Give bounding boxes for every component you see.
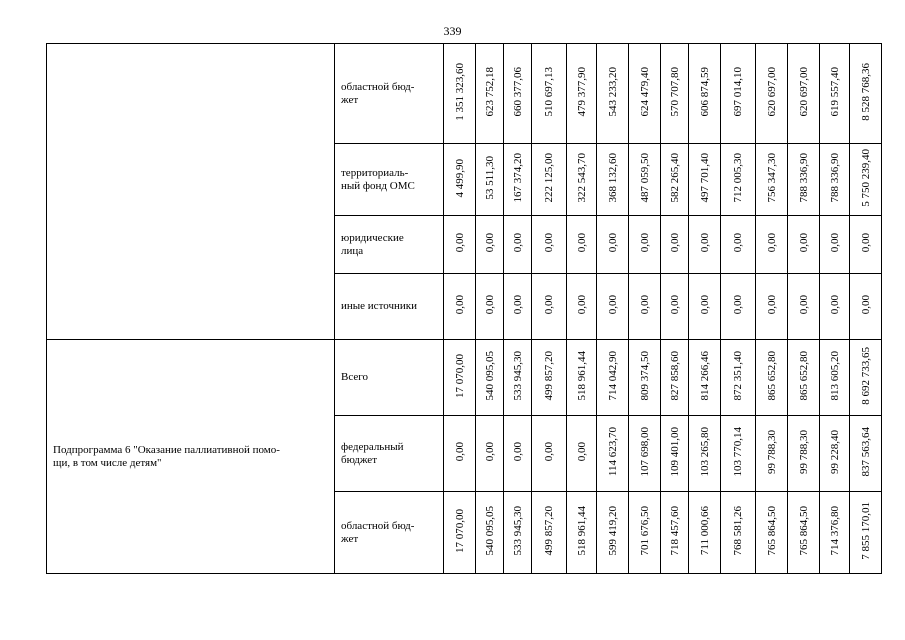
value-text: 8 692 733,65 <box>859 347 872 405</box>
value-cell <box>850 274 882 340</box>
value-text: 0,00 <box>859 295 872 315</box>
value-cell <box>444 216 476 274</box>
value-text: 0,00 <box>828 233 841 253</box>
value-text: 0,00 <box>797 233 810 253</box>
value-text: 765 864,50 <box>765 506 778 556</box>
value-text: 0,00 <box>575 233 588 253</box>
value-text: 599 419,20 <box>606 506 619 556</box>
value-cell <box>567 144 597 216</box>
value-text: 0,00 <box>511 295 524 315</box>
value-cell <box>532 44 567 144</box>
value-cell <box>850 216 882 274</box>
value-text: 499 857,20 <box>543 506 555 556</box>
value-cell <box>661 274 689 340</box>
value-text: 109 401,00 <box>668 427 681 477</box>
value-cell <box>629 340 661 416</box>
value-cell <box>661 44 689 144</box>
value-cell <box>476 340 504 416</box>
table-row <box>47 340 882 416</box>
value-text: 0,00 <box>828 295 841 315</box>
value-text: 814 266,46 <box>698 351 711 401</box>
value-text: 7 855 170,01 <box>859 502 872 560</box>
value-cell <box>476 274 504 340</box>
value-text: 540 095,05 <box>483 351 496 401</box>
value-text: 0,00 <box>453 233 466 253</box>
value-text: 518 961,44 <box>575 506 588 556</box>
value-text: 0,00 <box>698 295 711 315</box>
value-text: 0,00 <box>638 295 651 315</box>
budget-table-body <box>47 44 882 574</box>
value-text: 660 377,06 <box>511 67 524 117</box>
value-text: 570 707,80 <box>668 67 681 117</box>
value-cell <box>597 44 629 144</box>
value-cell <box>721 274 756 340</box>
value-cell <box>661 216 689 274</box>
program-cell: Подпрограмма 6 "Оказание паллиативной помо- щи, в том числе детям" <box>47 340 335 574</box>
value-text: 827 858,60 <box>668 351 681 401</box>
value-text: 768 581,26 <box>732 506 744 556</box>
value-cell <box>597 492 629 574</box>
funding-source-cell: Всего <box>335 340 444 416</box>
value-text: 17 070,00 <box>453 354 466 398</box>
value-text: 0,00 <box>732 295 744 315</box>
value-cell <box>850 44 882 144</box>
value-cell <box>476 44 504 144</box>
value-text: 788 336,90 <box>828 153 841 203</box>
value-text: 872 351,40 <box>732 351 744 401</box>
value-cell <box>476 492 504 574</box>
value-cell <box>567 44 597 144</box>
value-text: 606 874,59 <box>698 67 711 117</box>
value-cell <box>504 144 532 216</box>
value-cell <box>444 492 476 574</box>
funding-source-cell: территориаль- ный фонд ОМС <box>335 144 444 216</box>
value-text: 0,00 <box>543 233 555 253</box>
value-text: 533 945,30 <box>511 506 524 556</box>
value-text: 0,00 <box>483 295 496 315</box>
value-cell <box>532 216 567 274</box>
value-cell <box>476 216 504 274</box>
value-cell <box>788 416 820 492</box>
value-cell <box>820 144 850 216</box>
value-text: 103 265,80 <box>698 427 711 477</box>
value-cell <box>689 274 721 340</box>
value-cell <box>567 416 597 492</box>
value-cell <box>504 416 532 492</box>
value-cell <box>756 216 788 274</box>
value-cell <box>629 492 661 574</box>
value-cell <box>756 492 788 574</box>
value-cell <box>504 44 532 144</box>
value-cell <box>820 492 850 574</box>
value-cell <box>567 216 597 274</box>
funding-source-cell: иные источники <box>335 274 444 340</box>
value-text: 0,00 <box>483 442 496 462</box>
value-cell <box>820 44 850 144</box>
value-cell <box>597 144 629 216</box>
value-cell <box>820 340 850 416</box>
value-cell <box>788 216 820 274</box>
value-text: 697 014,10 <box>732 67 744 117</box>
value-cell <box>629 416 661 492</box>
value-text: 17 070,00 <box>453 509 466 553</box>
value-cell <box>597 216 629 274</box>
value-cell <box>444 416 476 492</box>
value-cell <box>629 44 661 144</box>
value-text: 0,00 <box>668 295 681 315</box>
value-cell <box>444 340 476 416</box>
value-text: 712 005,30 <box>732 153 744 203</box>
table-row <box>47 44 882 144</box>
value-cell <box>532 274 567 340</box>
value-text: 518 961,44 <box>575 351 588 401</box>
value-text: 623 752,18 <box>483 67 496 117</box>
funding-source-cell: областной бюд- жет <box>335 492 444 574</box>
value-text: 1 351 323,60 <box>453 63 466 121</box>
value-cell <box>756 274 788 340</box>
value-text: 499 857,20 <box>543 351 555 401</box>
budget-table <box>46 43 882 574</box>
value-cell <box>850 492 882 574</box>
value-text: 0,00 <box>575 442 588 462</box>
value-text: 0,00 <box>511 442 524 462</box>
value-text: 99 788,30 <box>765 430 778 474</box>
value-text: 0,00 <box>638 233 651 253</box>
value-cell <box>567 340 597 416</box>
value-text: 0,00 <box>859 233 872 253</box>
value-text: 368 132,60 <box>606 153 619 203</box>
value-cell <box>597 274 629 340</box>
value-text: 0,00 <box>797 295 810 315</box>
value-text: 479 377,90 <box>575 67 588 117</box>
value-text: 99 228,40 <box>828 430 841 474</box>
value-text: 788 336,90 <box>797 153 810 203</box>
value-cell <box>629 144 661 216</box>
funding-source-cell: федеральный бюджет <box>335 416 444 492</box>
value-text: 0,00 <box>732 233 744 253</box>
value-text: 103 770,14 <box>732 427 744 477</box>
value-text: 4 499,90 <box>453 158 466 198</box>
value-cell <box>476 416 504 492</box>
value-cell <box>721 340 756 416</box>
value-text: 0,00 <box>543 442 555 462</box>
value-cell <box>788 44 820 144</box>
value-cell <box>661 416 689 492</box>
value-text: 837 563,64 <box>859 427 872 477</box>
value-text: 543 233,20 <box>606 67 619 117</box>
value-cell <box>721 492 756 574</box>
value-cell <box>689 340 721 416</box>
value-cell <box>532 492 567 574</box>
value-cell <box>476 144 504 216</box>
value-text: 582 265,40 <box>668 153 681 203</box>
value-cell <box>597 416 629 492</box>
value-text: 114 623,70 <box>606 427 619 477</box>
value-cell <box>689 144 721 216</box>
value-text: 701 676,50 <box>638 506 651 556</box>
value-text: 0,00 <box>606 295 619 315</box>
value-cell <box>504 274 532 340</box>
value-cell <box>788 492 820 574</box>
value-cell <box>567 274 597 340</box>
value-cell <box>661 340 689 416</box>
value-text: 533 945,30 <box>511 351 524 401</box>
value-text: 5 750 239,40 <box>859 149 872 207</box>
value-text: 167 374,20 <box>511 153 524 203</box>
value-text: 624 479,40 <box>638 67 651 117</box>
value-cell <box>721 144 756 216</box>
value-cell <box>689 216 721 274</box>
value-cell <box>689 44 721 144</box>
value-text: 8 528 768,36 <box>859 63 872 121</box>
value-cell <box>629 274 661 340</box>
value-text: 0,00 <box>765 233 778 253</box>
value-cell <box>788 274 820 340</box>
value-cell <box>444 274 476 340</box>
value-text: 540 095,05 <box>483 506 496 556</box>
value-cell <box>532 416 567 492</box>
value-text: 322 543,70 <box>575 153 588 203</box>
value-text: 714 376,80 <box>828 506 841 556</box>
value-cell <box>597 340 629 416</box>
value-text: 99 788,30 <box>797 430 810 474</box>
value-text: 487 059,50 <box>638 153 651 203</box>
program-cell <box>47 44 335 340</box>
value-text: 0,00 <box>453 295 466 315</box>
value-cell <box>504 492 532 574</box>
value-text: 765 864,50 <box>797 506 810 556</box>
value-text: 756 347,30 <box>765 153 778 203</box>
value-cell <box>444 44 476 144</box>
value-text: 0,00 <box>765 295 778 315</box>
value-cell <box>689 492 721 574</box>
value-text: 619 557,40 <box>828 67 841 117</box>
value-text: 0,00 <box>543 295 555 315</box>
value-cell <box>629 216 661 274</box>
value-text: 809 374,50 <box>638 351 651 401</box>
value-text: 865 652,80 <box>797 351 810 401</box>
value-cell <box>820 216 850 274</box>
value-text: 53 511,30 <box>483 156 496 200</box>
value-text: 865 652,80 <box>765 351 778 401</box>
page-number: 339 <box>443 24 462 38</box>
value-text: 813 605,20 <box>828 351 841 401</box>
value-text: 222 125,00 <box>543 153 555 203</box>
value-cell <box>756 416 788 492</box>
funding-source-cell: юридические лица <box>335 216 444 274</box>
value-text: 0,00 <box>698 233 711 253</box>
value-cell <box>850 416 882 492</box>
value-cell <box>661 492 689 574</box>
value-cell <box>788 144 820 216</box>
value-cell <box>756 44 788 144</box>
value-text: 620 697,00 <box>797 67 810 117</box>
funding-source-cell: областной бюд- жет <box>335 44 444 144</box>
value-text: 714 042,90 <box>606 351 619 401</box>
value-cell <box>532 144 567 216</box>
value-cell <box>504 340 532 416</box>
value-cell <box>721 44 756 144</box>
value-text: 0,00 <box>575 295 588 315</box>
value-cell <box>850 340 882 416</box>
value-text: 0,00 <box>483 233 496 253</box>
value-cell <box>820 274 850 340</box>
value-cell <box>788 340 820 416</box>
value-text: 510 697,13 <box>543 67 555 117</box>
value-text: 718 457,60 <box>668 506 681 556</box>
value-text: 0,00 <box>668 233 681 253</box>
value-cell <box>820 416 850 492</box>
value-cell <box>721 416 756 492</box>
value-text: 0,00 <box>606 233 619 253</box>
value-cell <box>721 216 756 274</box>
value-text: 497 701,40 <box>698 153 711 203</box>
value-text: 0,00 <box>511 233 524 253</box>
value-cell <box>661 144 689 216</box>
value-cell <box>567 492 597 574</box>
value-cell <box>850 144 882 216</box>
value-cell <box>689 416 721 492</box>
value-text: 620 697,00 <box>765 67 778 117</box>
value-cell <box>756 340 788 416</box>
value-cell <box>444 144 476 216</box>
value-text: 0,00 <box>453 442 466 462</box>
value-cell <box>504 216 532 274</box>
value-text: 107 698,00 <box>638 427 651 477</box>
value-cell <box>532 340 567 416</box>
value-cell <box>756 144 788 216</box>
value-text: 711 000,66 <box>698 506 711 556</box>
